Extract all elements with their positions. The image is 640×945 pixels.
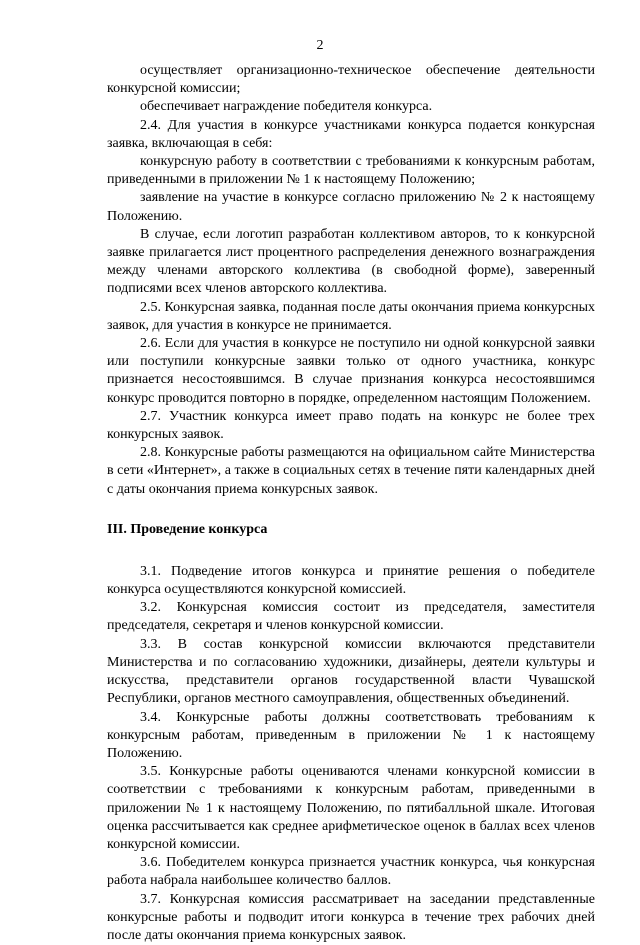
paragraph: 3.1. Подведение итогов конкурса и принятие решения о победителе конкурса осуществляются конкурсной комиссией.	[107, 563, 595, 598]
paragraph: осуществляет организационно-техническое обеспечение деятельности конкурсной комиссии;	[107, 63, 595, 97]
paragraph: 2.6. Если для участия в конкурсе не поступило ни одной конкурсной заявки или поступили конкурсные заявки только от одного участника, конкурс признается несостоявшимся. В случае признания конкурса несостоявшимся конкурс проводится повторно в порядке, определенном настоящим Положением.	[107, 336, 595, 406]
paragraph: 2.5. Конкурсная заявка, поданная после даты окончания приема конкурсных заявок, для участия в конкурсе не принимается.	[107, 299, 595, 333]
paragraph: 2.7. Участник конкурса имеет право подать на конкурс не более трех конкурсных заявок.	[107, 408, 595, 443]
paragraphs-bottom	[107, 563, 595, 945]
paragraph: конкурсную работу в соответствии с требованиями к конкурсным работам, приведенными в приложении № 1 к настоящему Положению;	[107, 154, 595, 188]
paragraph: обеспечивает награждение победителя конкурса.	[140, 99, 433, 115]
paragraph: 3.7. Конкурсная комиссия рассматривает на заседании представленные конкурсные работы и подводит итоги конкурса в течение трех рабочих дней после даты окончания приема конкурсных заявок.	[107, 891, 595, 943]
paragraph: 3.5. Конкурсные работы оцениваются членами конкурсной комиссии в соответствии с требованиями к конкурсным работам, приведенными в приложении № 1 к настоящему Положению, по пятибалльной шкале. Итоговая оценка рассчитывается как среднее арифметическое оценок в баллах всех членов конкурсной комиссии.	[107, 764, 595, 852]
paragraph: 2.8. Конкурсные работы размещаются на официальном сайте Министерства в сети «Интернет», а также в социальных сетях в течение пяти календарных дней с даты окончания приема конкурсных заявок.	[107, 445, 595, 497]
paragraph: 3.2. Конкурсная комиссия состоит из председателя, заместителя председателя, секретаря и членов конкурсной комиссии.	[107, 600, 595, 634]
paragraph: 3.6. Победителем конкурса признается участник конкурса, чья конкурсная работа набрала наибольшее количество баллов.	[107, 855, 595, 889]
paragraph: 2.4. Для участия в конкурсе участниками конкурса подается конкурсная заявка, включающая в себя:	[107, 117, 595, 151]
paragraphs-top	[107, 62, 595, 499]
paragraph: 3.3. В состав конкурсной комиссии включаются представители Министерства и по согласованию художники, дизайнеры, деятели культуры и искусства, представители органов государственной власти Чувашской Республики, органов местного самоуправления, общественных объединений.	[107, 636, 595, 707]
paragraph: В случае, если логотип разработан коллективом авторов, то к конкурсной заявке прилагается лист процентного распределения денежного вознаграждения между членами авторского коллектива (в свободной форме), заверенный подписями всех членов авторского коллектива.	[107, 226, 595, 297]
paragraph: заявление на участие в конкурсе согласно приложению № 2 к настоящему Положению.	[107, 190, 595, 224]
section-title: III. Проведение конкурса	[107, 521, 268, 537]
document-body	[107, 62, 595, 945]
paragraph: 3.4. Конкурсные работы должны соответствовать требованиям к конкурсным работам, приведенным в приложении № 1 к настоящему Положению.	[107, 709, 595, 761]
page-number: 2	[316, 38, 324, 53]
